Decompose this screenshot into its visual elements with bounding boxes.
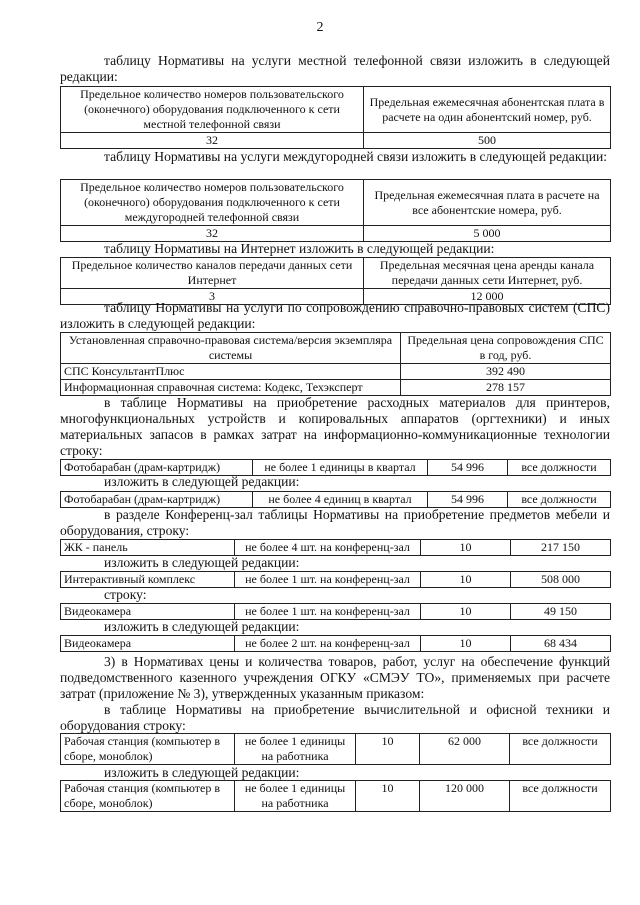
- table-cell: не более 4 шт. на конференц-зал: [235, 540, 421, 556]
- table-header-cell: Предельная цена сопровождения СПС в год, руб.: [401, 333, 611, 364]
- paragraph-row: строку:: [104, 587, 147, 602]
- paragraph-long-distance: таблицу Нормативы на услуги междугородней связи изложить в следующей редакции:: [104, 149, 608, 164]
- table-cell: Рабочая станция (компьютер в сборе, моноблок): [61, 781, 235, 812]
- table-cell: 10: [421, 572, 511, 588]
- paragraph-conference-hall: в разделе Конференц-зал таблицы Нормативы на приобретение предметов мебели и оборудования, строку:: [60, 507, 610, 538]
- table-cell: 32: [61, 226, 364, 242]
- table-cell: 54 996: [428, 460, 508, 476]
- table-cell: 278 157: [401, 380, 611, 396]
- paragraph-set-as: изложить в следующей редакции:: [104, 765, 300, 780]
- table-cell: все должности: [510, 781, 611, 812]
- table-lcd-panel: [60, 539, 611, 556]
- table-cell: не более 1 шт. на конференц-зал: [235, 572, 421, 588]
- table-cell: 54 996: [428, 492, 508, 508]
- table-cell: не более 1 шт. на конференц-зал: [235, 604, 421, 620]
- table-cell: 10: [356, 734, 420, 765]
- paragraph-smeu: 3) в Нормативах цены и количества товаров, работ, услуг на обеспечение функций подведомственного казенного учреждения ОГКУ «СМЭУ ТО», применяемых при расчете затрат (приложение № 3), утвержденных указанным приказом:: [60, 654, 610, 701]
- table-cell: 49 150: [511, 604, 611, 620]
- table-cell: 500: [364, 133, 611, 149]
- table-header-cell: Предельная месячная цена аренды канала передачи данных сети Интернет, руб.: [364, 258, 611, 289]
- table-drum-cartridge-new: [60, 491, 611, 508]
- table-internet: [60, 257, 611, 305]
- table-long-distance: [60, 179, 611, 242]
- table-interactive-complex: [60, 571, 611, 588]
- table-cell: все должности: [508, 460, 611, 476]
- table-cell: Видеокамера: [61, 636, 235, 652]
- paragraph-sps: таблицу Нормативы на услуги по сопровождению справочно-правовых систем (СПС) изложить в следующей редакции:: [60, 300, 610, 331]
- table-workstation-old: [60, 733, 611, 765]
- paragraph-set-as: изложить в следующей редакции:: [104, 474, 300, 489]
- table-cell: 392 490: [401, 364, 611, 380]
- table-cell: 5 000: [364, 226, 611, 242]
- table-cell: Видеокамера: [61, 604, 235, 620]
- table-cell: 120 000: [420, 781, 510, 812]
- paragraph-set-as: изложить в следующей редакции:: [104, 555, 300, 570]
- table-header-cell: Предельное количество каналов передачи данных сети Интернет: [61, 258, 364, 289]
- table-workstation-new: [60, 780, 611, 812]
- paragraph-computers: в таблице Нормативы на приобретение вычислительной и офисной техники и оборудования строку:: [60, 702, 610, 733]
- table-cell: 3: [61, 289, 364, 305]
- paragraph-consumables: в таблице Нормативы на приобретение расходных материалов для принтеров, многофункциональных устройств и копировальных аппаратов (оргтехники) и иных материальных запасов в рамках затрат на информационно-коммуникационные технологии строку:: [60, 395, 610, 458]
- table-sps: [60, 332, 611, 396]
- table-cell: не более 1 единицы на работника: [235, 734, 356, 765]
- table-cell: 32: [61, 133, 364, 149]
- table-cell: 217 150: [511, 540, 611, 556]
- table-header-cell: Установленная справочно-правовая система/версия экземпляра системы: [61, 333, 401, 364]
- table-cell: 10: [421, 540, 511, 556]
- paragraph-internet: таблицу Нормативы на Интернет изложить в следующей редакции:: [104, 241, 495, 256]
- table-cell: не более 2 шт. на конференц-зал: [235, 636, 421, 652]
- table-video-camera-old: [60, 603, 611, 620]
- table-cell: Рабочая станция (компьютер в сборе, моноблок): [61, 734, 235, 765]
- table-video-camera-new: [60, 635, 611, 652]
- table-cell: не более 4 единиц в квартал: [253, 492, 428, 508]
- table-cell: ЖК - панель: [61, 540, 235, 556]
- paragraph-local-phone: таблицу Нормативы на услуги местной телефонной связи изложить в следующей редакции:: [60, 53, 610, 84]
- table-cell: не более 1 единицы на работника: [235, 781, 356, 812]
- table-cell: 68 434: [511, 636, 611, 652]
- paragraph-set-as: изложить в следующей редакции:: [104, 619, 300, 634]
- table-cell: 62 000: [420, 734, 510, 765]
- table-header-cell: Предельное количество номеров пользовательского (оконечного) оборудования подключенного к сети местной телефонной связи: [61, 87, 364, 133]
- table-cell: все должности: [508, 492, 611, 508]
- page-number: 2: [316, 20, 324, 35]
- table-local-phone: [60, 86, 611, 149]
- table-cell: 10: [421, 604, 511, 620]
- table-cell: Фотобарабан (драм-картридж): [61, 460, 253, 476]
- table-header-cell: Предельная ежемесячная абонентская плата в расчете на один абонентский номер, руб.: [364, 87, 611, 133]
- table-cell: 10: [356, 781, 420, 812]
- table-header-cell: Предельная ежемесячная плата в расчете на все абонентские номера, руб.: [364, 180, 611, 226]
- table-cell: 10: [421, 636, 511, 652]
- table-cell: 508 000: [511, 572, 611, 588]
- table-cell: СПС КонсультантПлюс: [61, 364, 401, 380]
- table-cell: Интерактивный комплекс: [61, 572, 235, 588]
- table-cell: 12 000: [364, 289, 611, 305]
- table-cell: Фотобарабан (драм-картридж): [61, 492, 253, 508]
- table-cell: не более 1 единицы в квартал: [253, 460, 428, 476]
- table-header-cell: Предельное количество номеров пользовательского (оконечного) оборудования подключенного к сети междугородней телефонной связи: [61, 180, 364, 226]
- table-cell: все должности: [510, 734, 611, 765]
- table-cell: Информационная справочная система: Кодекс, Техэксперт: [61, 380, 401, 396]
